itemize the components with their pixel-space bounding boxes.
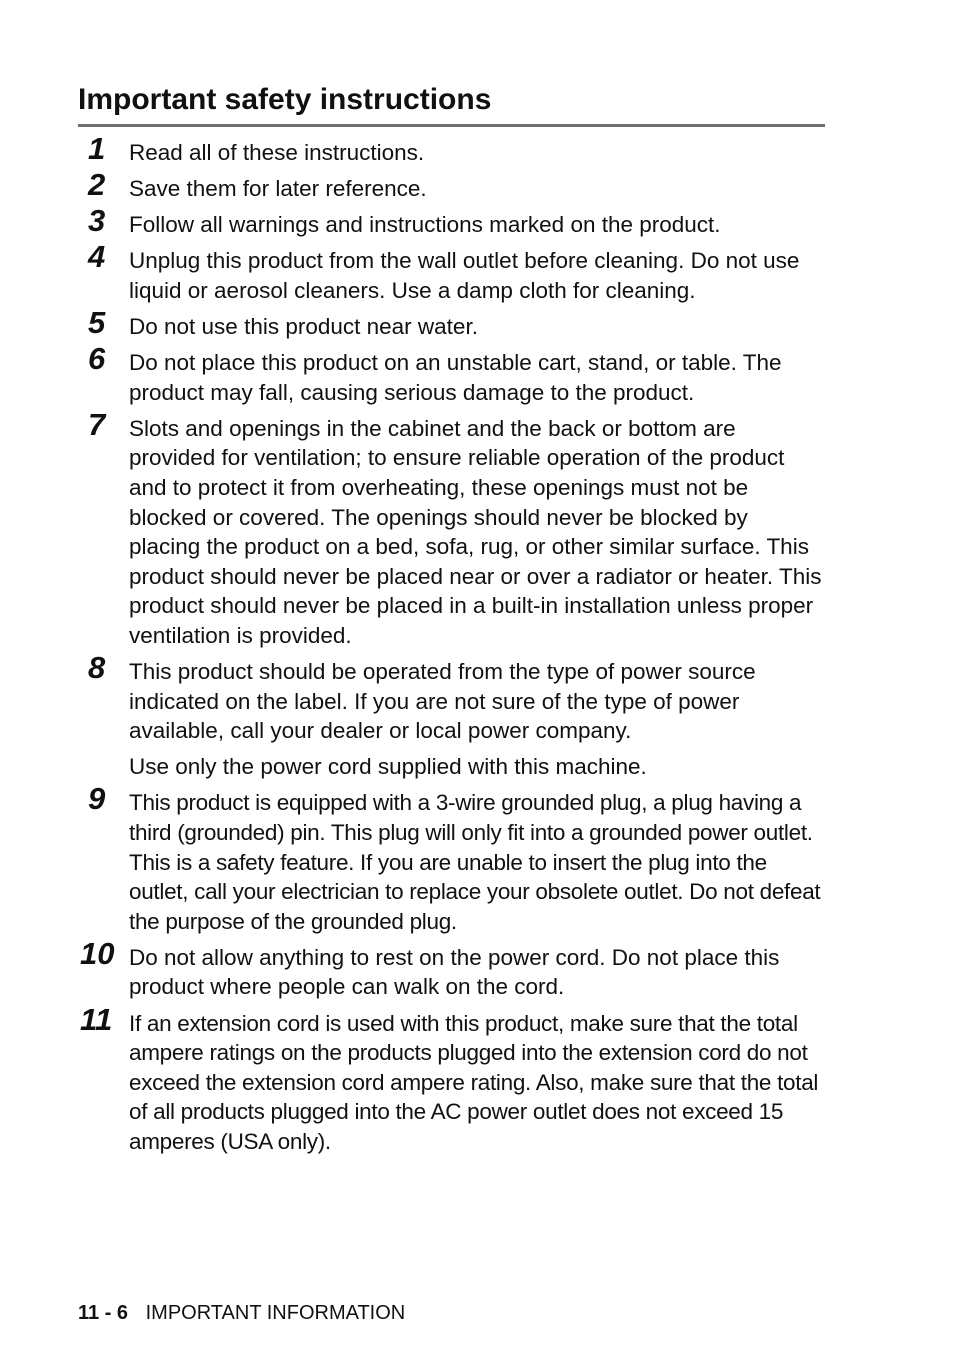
instruction-item-2 — [78, 167, 825, 204]
instruction-item-8 — [78, 650, 825, 782]
step-number: 1 — [88, 131, 106, 166]
instruction-item-10 — [78, 935, 825, 1002]
step-number: 11 — [80, 1001, 113, 1037]
instruction-item-4 — [78, 239, 825, 305]
instruction-item-6 — [78, 341, 825, 407]
instruction-item-1 — [78, 131, 825, 168]
step-number: 4 — [88, 239, 106, 275]
page-title: Important safety instructions — [78, 83, 492, 116]
step-text: Do not allow anything to rest on the power cord. Do not place this product where people can walk on the cord. — [129, 944, 780, 1000]
step-number: 10 — [80, 935, 115, 971]
step-text: Slots and openings in the cabinet and the back or bottom are provided for ventilation; to ensure reliable operation of the product and to protect it from overheating, these openings must not be blocked or covered. The openings should never be blocked by placing the product on a bed, sofa, rug, or other similar surface. This product should never be placed near or over a radiator or heater. This product should never be placed in a built-in installation unless proper ventilation is provided. — [129, 415, 822, 648]
section-name: IMPORTANT INFORMATION — [145, 1302, 406, 1324]
step-text: This product should be operated from the type of power source indicated on the label. If you are not sure of the type of power available, call your dealer or local power company. — [129, 659, 756, 744]
step-number: 6 — [88, 341, 106, 377]
instruction-item-3 — [78, 203, 825, 240]
instruction-item-9 — [78, 781, 825, 936]
step-text: Read all of these instructions. — [129, 140, 425, 165]
step-text: Unplug this product from the wall outlet before cleaning. Do not use liquid or aerosol cleaners. Use a damp cloth for cleaning. — [129, 248, 800, 303]
instruction-item-11 — [78, 1001, 825, 1157]
title-rule — [78, 124, 825, 127]
step-number: 3 — [88, 203, 106, 239]
step-number: 7 — [88, 406, 106, 442]
instruction-item-7 — [78, 406, 825, 651]
step-text: If an extension cord is used with this product, make sure that the total ampere ratings on the products plugged into the extension cord do not exceed the extension cord ampere rating. Also, make sure that the total of all products plugged into the AC power outlet does not exceed 15 amperes (USA only). — [129, 1010, 819, 1154]
page-footer — [78, 1300, 405, 1326]
step-text: Do not place this product on an unstable cart, stand, or table. The product may fall, causing serious damage to the product. — [129, 350, 782, 405]
step-number: 9 — [88, 781, 106, 817]
page-number: 11 - 6 — [78, 1302, 129, 1324]
step-text: This product is equipped with a 3-wire grounded plug, a plug having a third (grounded) pin. This plug will only fit into a grounded power outlet. This is a safety feature. If you are unable to insert the plug into the outlet, call your electrician to replace your obsolete outlet. Do not defeat the purpose of the grounded plug. — [129, 790, 821, 934]
step-number: 2 — [88, 167, 106, 203]
step-text: Follow all warnings and instructions marked on the product. — [129, 212, 721, 238]
instruction-item-5 — [78, 304, 825, 342]
instruction-list — [78, 131, 825, 1163]
step-text: Do not use this product near water. — [129, 313, 478, 339]
step-text: Save them for later reference. — [129, 176, 427, 202]
step-number: 5 — [88, 304, 106, 340]
step-note: Use only the power cord supplied with this machine. — [129, 754, 647, 780]
step-number: 8 — [88, 650, 106, 685]
